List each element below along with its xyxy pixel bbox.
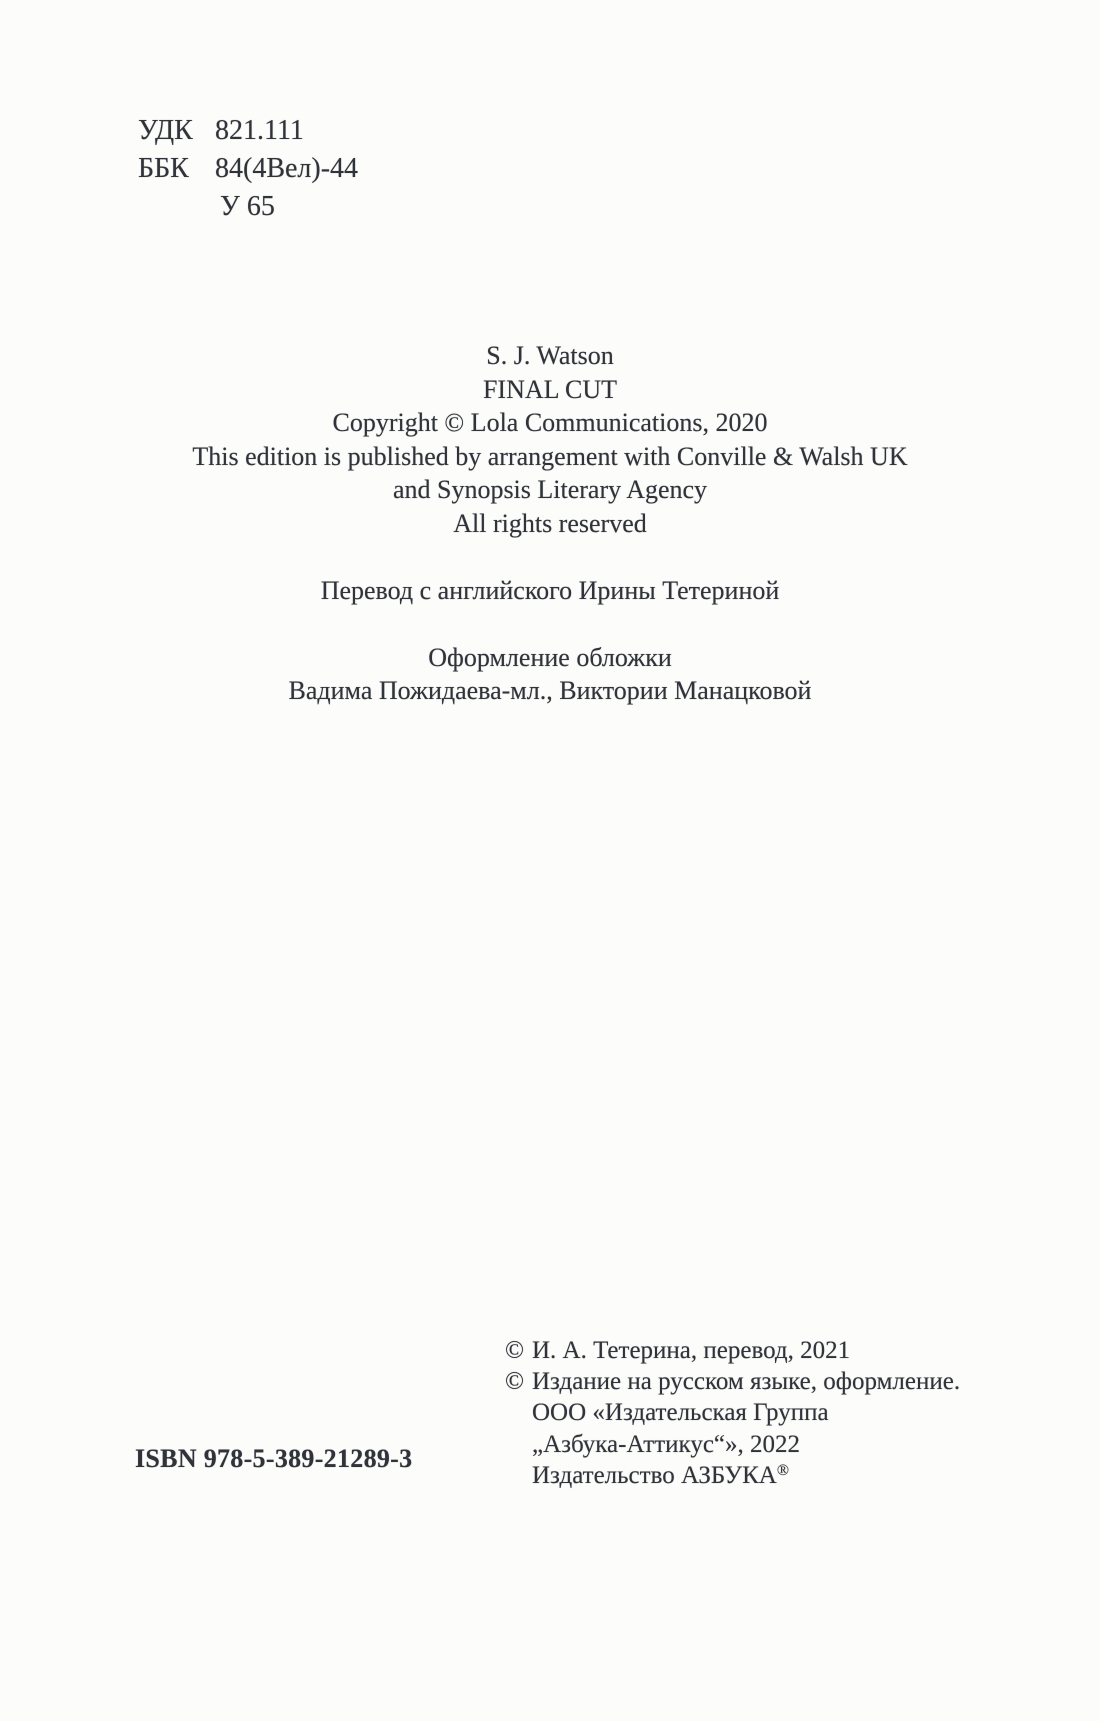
- rights-reserved: All rights reserved: [453, 508, 647, 538]
- bbk-row: [138, 150, 358, 188]
- udk-value: 821.111: [215, 115, 304, 146]
- credit-line-azbuka-publisher: Издательство АЗБУКА®: [532, 1461, 789, 1489]
- copyright-line: Copyright © Lola Communications, 2020: [332, 408, 768, 437]
- credit-text: „Азбука-Аттикус“», 2022: [532, 1430, 801, 1458]
- cover-credit-heading: Оформление обложки: [428, 642, 672, 672]
- credit-text: Издание на русском языке, оформление.: [532, 1368, 961, 1396]
- original-author: S. J. Watson: [486, 341, 614, 370]
- udk-row: [138, 112, 358, 150]
- arrangement-line-2: and Synopsis Literary Agency: [392, 475, 708, 504]
- credit-text: Издательство АЗБУКА: [532, 1461, 777, 1489]
- isbn-number: ISBN 978-5-389-21289-3: [135, 1444, 413, 1473]
- copyright-credits-block: [505, 1335, 960, 1491]
- credit-text: ООО «Издательская Группа: [532, 1399, 829, 1427]
- classification-block: [138, 112, 358, 226]
- original-title: FINAL CUT: [482, 374, 618, 404]
- arrangement-line-1: This edition is published by arrangement with Conville & Walsh UK: [192, 441, 908, 471]
- bbk-label: ББК: [138, 153, 189, 184]
- translation-credit: Перевод с английского Ирины Тетериной: [320, 575, 780, 605]
- imprint-block: [0, 339, 1100, 708]
- credit-line-translator: [505, 1335, 960, 1366]
- credit-line-azbuka-atticus: [505, 1429, 960, 1460]
- credit-text: И. А. Тетерина, перевод, 2021: [532, 1337, 851, 1364]
- cover-credit-names: Вадима Пожидаева-мл., Виктории Манацковой: [288, 676, 812, 705]
- copyright-symbol: ©: [505, 1337, 524, 1364]
- bbk-value: 84(4Вел)-44: [215, 153, 359, 184]
- copyright-symbol: ©: [505, 1368, 524, 1396]
- udk-label: УДК: [138, 115, 193, 146]
- credit-line-publisher-group: [505, 1397, 960, 1428]
- author-code: У 65: [220, 191, 275, 222]
- credit-line-russian-edition: [505, 1366, 960, 1397]
